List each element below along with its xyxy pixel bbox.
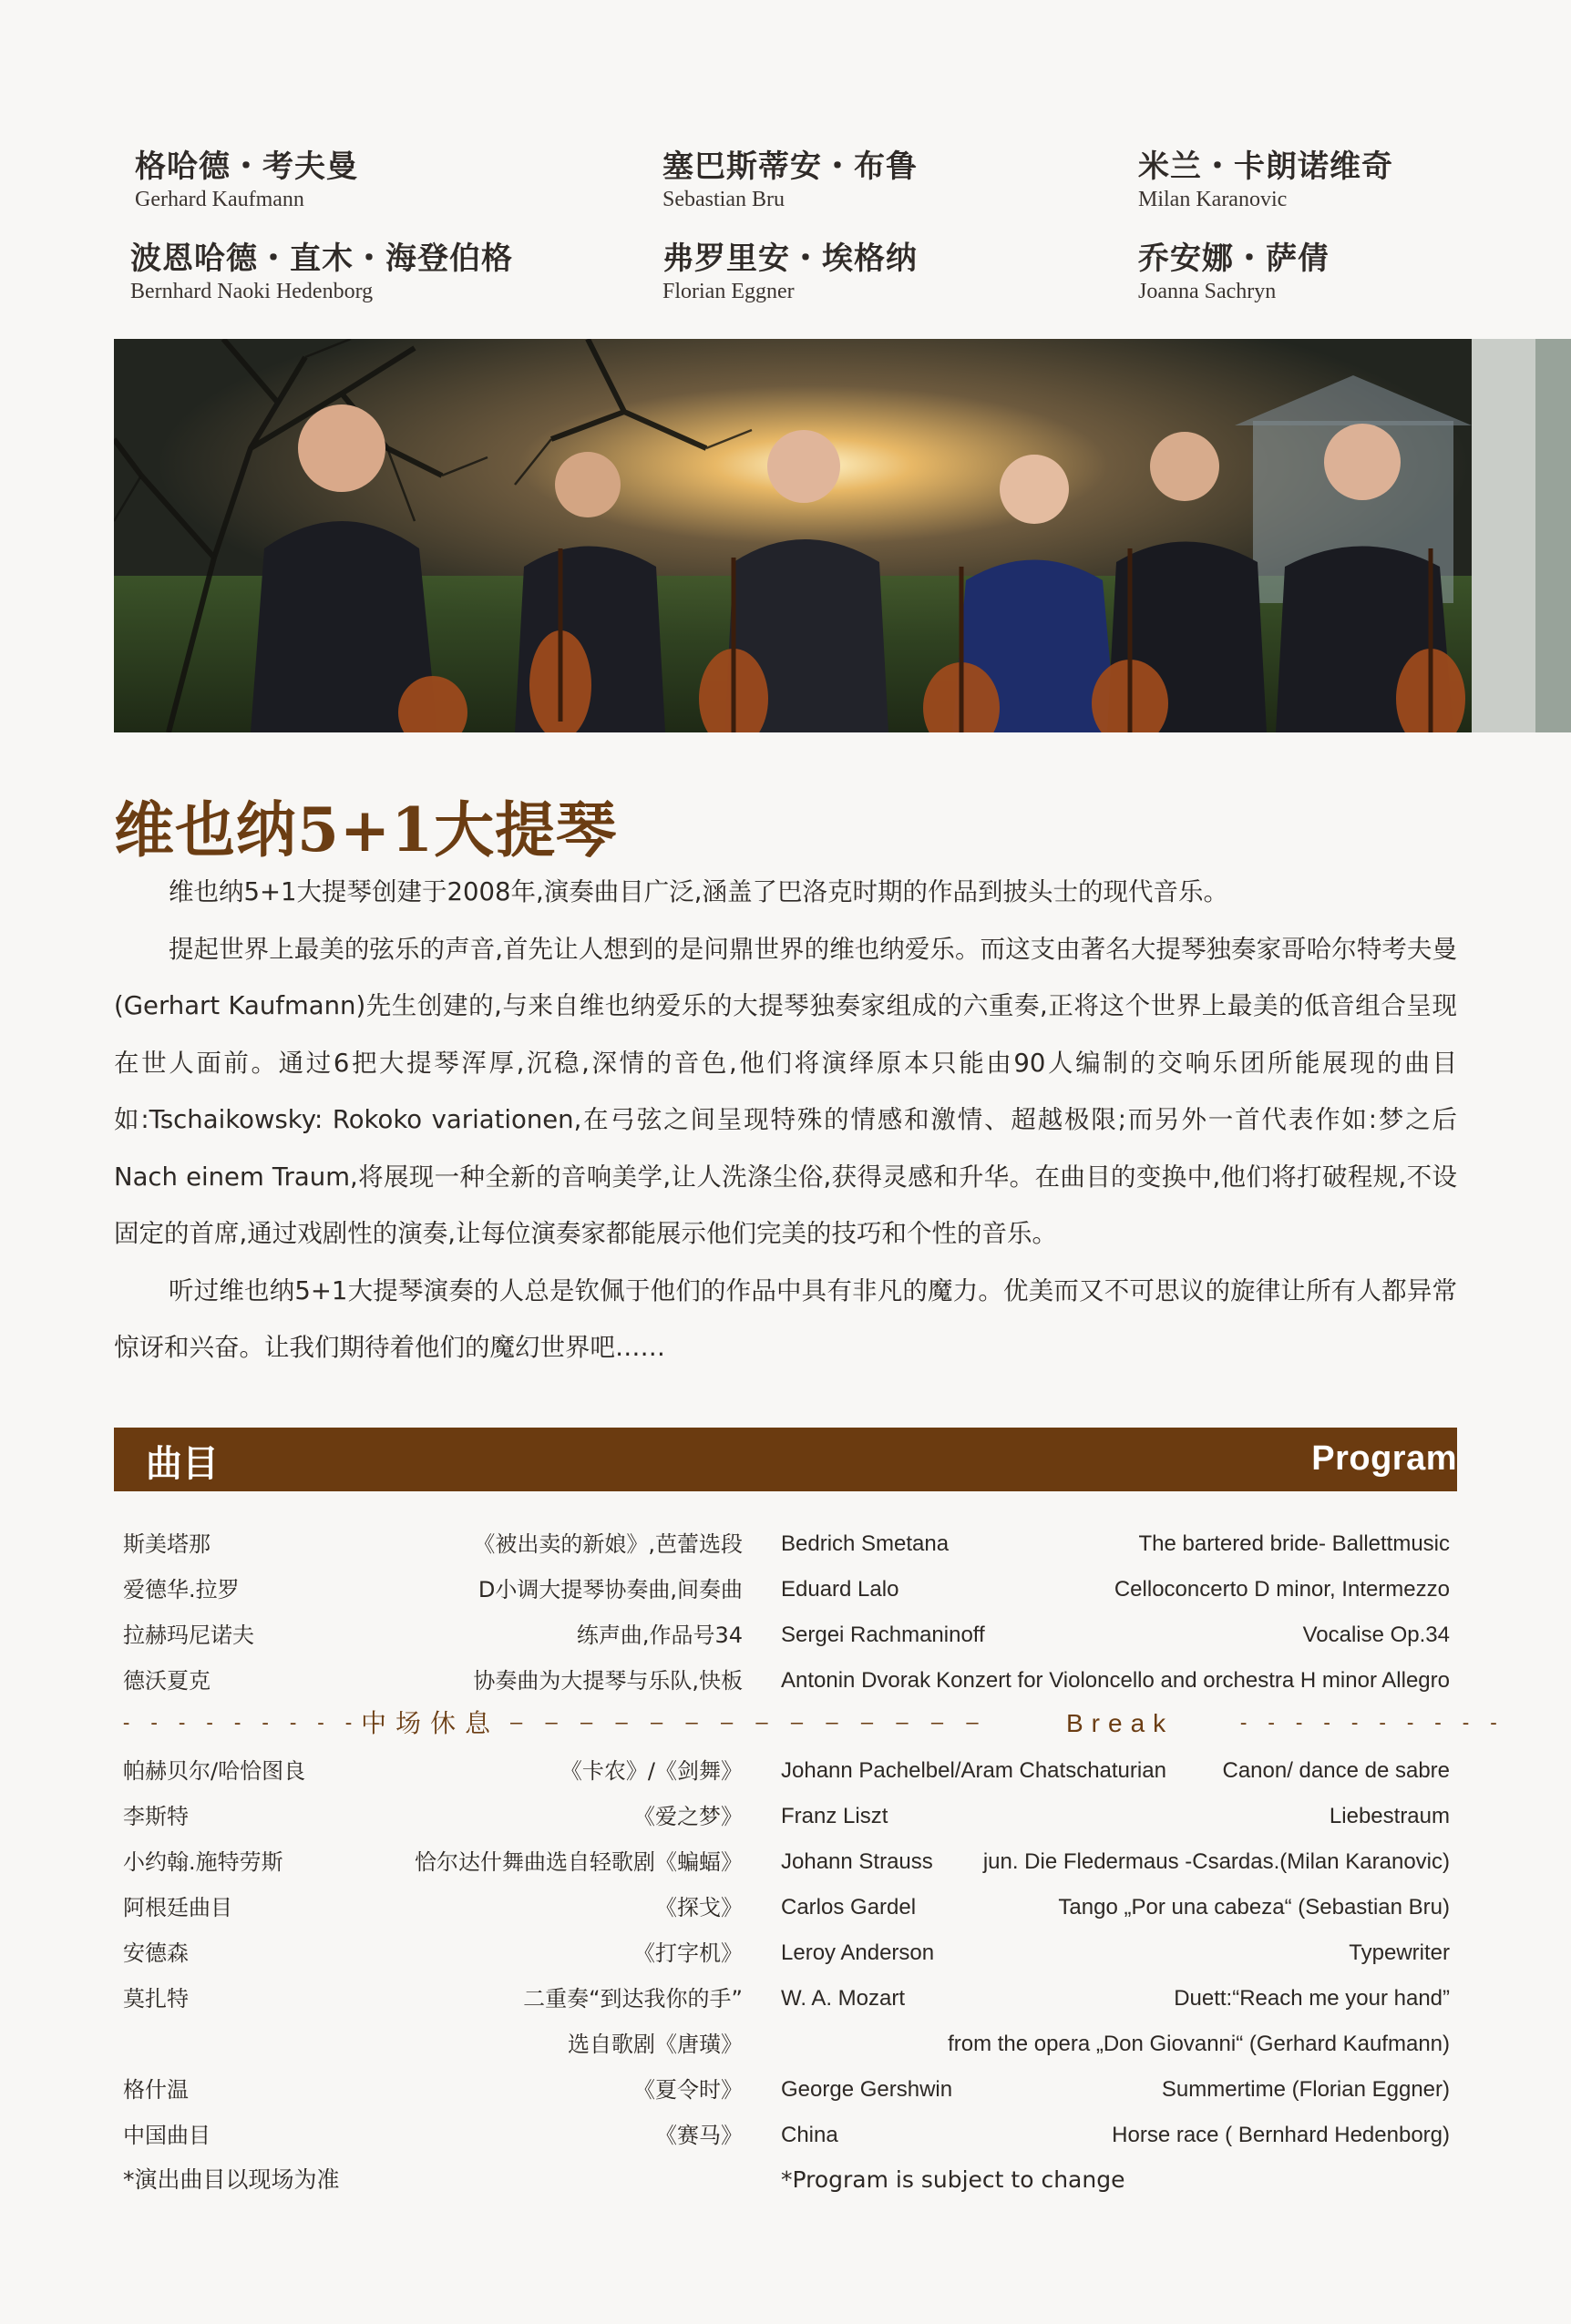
musician-name-cn: 弗罗里安・埃格纳 (662, 241, 918, 277)
program-row (0, 1889, 1571, 1926)
work-en: Tango „Por una cabeza“ (Sebastian Bru) (1058, 1895, 1450, 1920)
program-row (0, 2117, 1571, 2154)
program-note-cn: *演出曲目以现场为准 (123, 2166, 340, 2193)
intermission-divider (0, 1704, 1571, 1744)
dashed-line: - - - - - - - - - - (1237, 1712, 1502, 1735)
intro-paragraph: 听过维也纳5+1大提琴演奏的人总是钦佩于他们的作品中具有非凡的魔力。优美而又不可思议的旋律让所有人都异常惊讶和兴奋。让我们期待着他们的魔幻世界吧…… (114, 1275, 1457, 1362)
composer-en: Leroy Anderson (781, 1940, 935, 1965)
work-cn: 《爱之梦》 (633, 1804, 743, 1829)
intermission-label-en: Break (1066, 1709, 1175, 1737)
intro-paragraph: 提起世界上最美的弦乐的声音,首先让人想到的是问鼎世界的维也纳爱乐。而这支由著名大提琴独奏家哥哈尔特考夫曼(Gerhart Kaufmann)先生创建的,与来自维也纳爱乐的大提琴独奏家组成的六重奏,正将这个世界上最美的低音组合呈现在世人面前。通过6把大提琴浑厚,沉稳,深情的音色,他们将演绎原本只能由90人编制的交响乐团所能展现的曲目如:Tschaikowsky: Rokoko variationen,在弓弦之间呈现特殊的情感和激情、超越极限;而另外一首代表作如:梦之后Nach einem Traum,将展现一种全新的音响美学,让人洗涤尘俗,获得灵感和升华。在曲目的变换中,他们将打破程规,不设固定的首席,通过戏剧性的演奏,让每位演奏家都能展示他们完美的技巧和个性的音乐。 (114, 934, 1457, 1248)
composer-cn: 帕赫贝尔/哈恰图良 (123, 1758, 306, 1784)
composer-cn: 小约翰.施特劳斯 (123, 1849, 283, 1875)
work-en: Duett:“Reach me your hand” (1174, 1986, 1450, 2011)
program-row (0, 1844, 1571, 1880)
composer-cn: 阿根廷曲目 (123, 1895, 232, 1920)
musician-name-cn: 波恩哈德・直木・海登伯格 (130, 241, 513, 277)
composer-en: W. A. Mozart (781, 1986, 906, 2011)
work-cn: 《卡农》/《剑舞》 (560, 1758, 743, 1784)
musician-name-en: Milan Karanovic (1138, 188, 1288, 211)
work-cn: 恰尔达什舞曲选自轻歌剧《蝙蝠》 (415, 1849, 743, 1875)
musician-name-cn: 塞巴斯蒂安・布鲁 (662, 148, 918, 185)
intro-text (114, 864, 1457, 1377)
composer-cn: 格什温 (123, 2077, 189, 2103)
work-en: Horse race ( Bernhard Hedenborg) (1112, 2123, 1450, 2147)
composer-en: Antonin Dvorak (781, 1668, 931, 1693)
work-cn: 《赛马》 (655, 2123, 743, 2148)
composer-en: Johann Strauss (781, 1849, 933, 1874)
work-cn: 《夏令时》 (633, 2077, 743, 2103)
work-cn: 协奏曲为大提琴与乐队,快板 (473, 1668, 743, 1694)
musician-name-en: Bernhard Naoki Hedenborg (130, 280, 374, 303)
work-en: Vocalise Op.34 (1302, 1623, 1450, 1647)
work-en: Canon/ dance de sabre (1222, 1758, 1450, 1783)
musician-name-cn: 乔安娜・萨倩 (1138, 241, 1330, 277)
work-en: Celloconcerto D minor, Intermezzo (1114, 1577, 1450, 1602)
composer-cn: 斯美塔那 (123, 1531, 210, 1557)
ensemble-photo (114, 339, 1571, 732)
composer-cn: 安德森 (123, 1940, 189, 1966)
musician-name-cn: 格哈德・考夫曼 (135, 148, 358, 185)
composer-cn: 李斯特 (123, 1804, 189, 1829)
musician-name-en: Gerhard Kaufmann (135, 188, 304, 211)
program-title-cn: 曲目 (146, 1442, 219, 1485)
ensemble-title: 维也纳5+1大提琴 (114, 794, 618, 865)
composer-en: Sergei Rachmaninoff (781, 1623, 985, 1647)
intermission-label-cn: 中场休息 (361, 1708, 500, 1738)
composer-en: Eduard Lalo (781, 1577, 899, 1602)
work-en: Typewriter (1349, 1940, 1450, 1965)
work-cn: 《被出卖的新娘》,芭蕾选段 (473, 1531, 743, 1557)
work-en: Konzert for Violoncello and orchestra H minor Allegro (936, 1668, 1450, 1693)
work-en: jun. Die Fledermaus -Csardas.(Milan Karanovic) (982, 1849, 1450, 1874)
composer-en: Franz Liszt (781, 1804, 888, 1828)
intro-paragraph: 维也纳5+1大提琴创建于2008年,演奏曲目广泛,涵盖了巴洛克时期的作品到披头士的现代音乐。 (169, 877, 1228, 906)
program-row (0, 1935, 1571, 1971)
composer-en: Bedrich Smetana (781, 1531, 950, 1556)
program-row (0, 1526, 1571, 1562)
musician-5 (662, 233, 918, 304)
musician-4 (130, 233, 513, 304)
work-cn: 选自歌剧《唐璜》 (568, 2032, 743, 2057)
composer-cn: 爱德华.拉罗 (123, 1577, 240, 1602)
program-row (0, 1981, 1571, 2017)
program-row (0, 2026, 1571, 2063)
musician-name-en: Joanna Sachryn (1138, 280, 1277, 303)
program-row (0, 2072, 1571, 2108)
program-note-en: *Program is subject to change (781, 2166, 1125, 2193)
composer-cn: 德沃夏克 (123, 1668, 210, 1694)
musician-6 (1138, 233, 1330, 304)
musician-1 (135, 141, 358, 212)
work-cn: 二重奏“到达我你的手” (523, 1986, 743, 2012)
work-en: Summertime (Florian Eggner) (1161, 2077, 1450, 2102)
composer-en: China (781, 2123, 838, 2147)
musician-2 (662, 141, 918, 212)
ensemble-photo-illustration (114, 339, 1571, 732)
program-row (0, 1753, 1571, 1789)
work-cn: 《探戈》 (655, 1895, 743, 1920)
work-cn: D小调大提琴协奏曲,间奏曲 (477, 1577, 743, 1602)
composer-cn: 中国曲目 (123, 2123, 210, 2148)
composer-en: Carlos Gardel (781, 1895, 917, 1920)
work-en: Liebestraum (1329, 1804, 1450, 1828)
program-header-bar (114, 1428, 1457, 1491)
dashed-line: — — — — — — — — — — — — — — (510, 1712, 984, 1735)
musician-3 (1138, 141, 1393, 212)
dashed-line: - - - - - - - - - - (120, 1712, 385, 1735)
composer-en: Johann Pachelbel/Aram Chatschaturian (781, 1758, 1166, 1783)
composer-en: George Gershwin (781, 2077, 953, 2102)
program-row (0, 1663, 1571, 1699)
composer-cn: 莫扎特 (123, 1986, 189, 2012)
program-row (0, 1572, 1571, 1608)
musician-name-cn: 米兰・卡朗诺维奇 (1138, 148, 1393, 185)
work-cn: 练声曲,作品号34 (576, 1623, 743, 1648)
musician-name-en: Florian Eggner (662, 280, 795, 303)
work-en: from the opera „Don Giovanni“ (Gerhard Kaufmann) (948, 2032, 1450, 2056)
program-title-en: Program (1311, 1439, 1457, 1478)
work-cn: 《打字机》 (633, 1940, 743, 1966)
program-row (0, 1617, 1571, 1653)
program-row (0, 1798, 1571, 1835)
composer-cn: 拉赫玛尼诺夫 (123, 1623, 254, 1648)
work-en: The bartered bride- Ballettmusic (1138, 1531, 1450, 1556)
musician-name-en: Sebastian Bru (662, 188, 785, 211)
